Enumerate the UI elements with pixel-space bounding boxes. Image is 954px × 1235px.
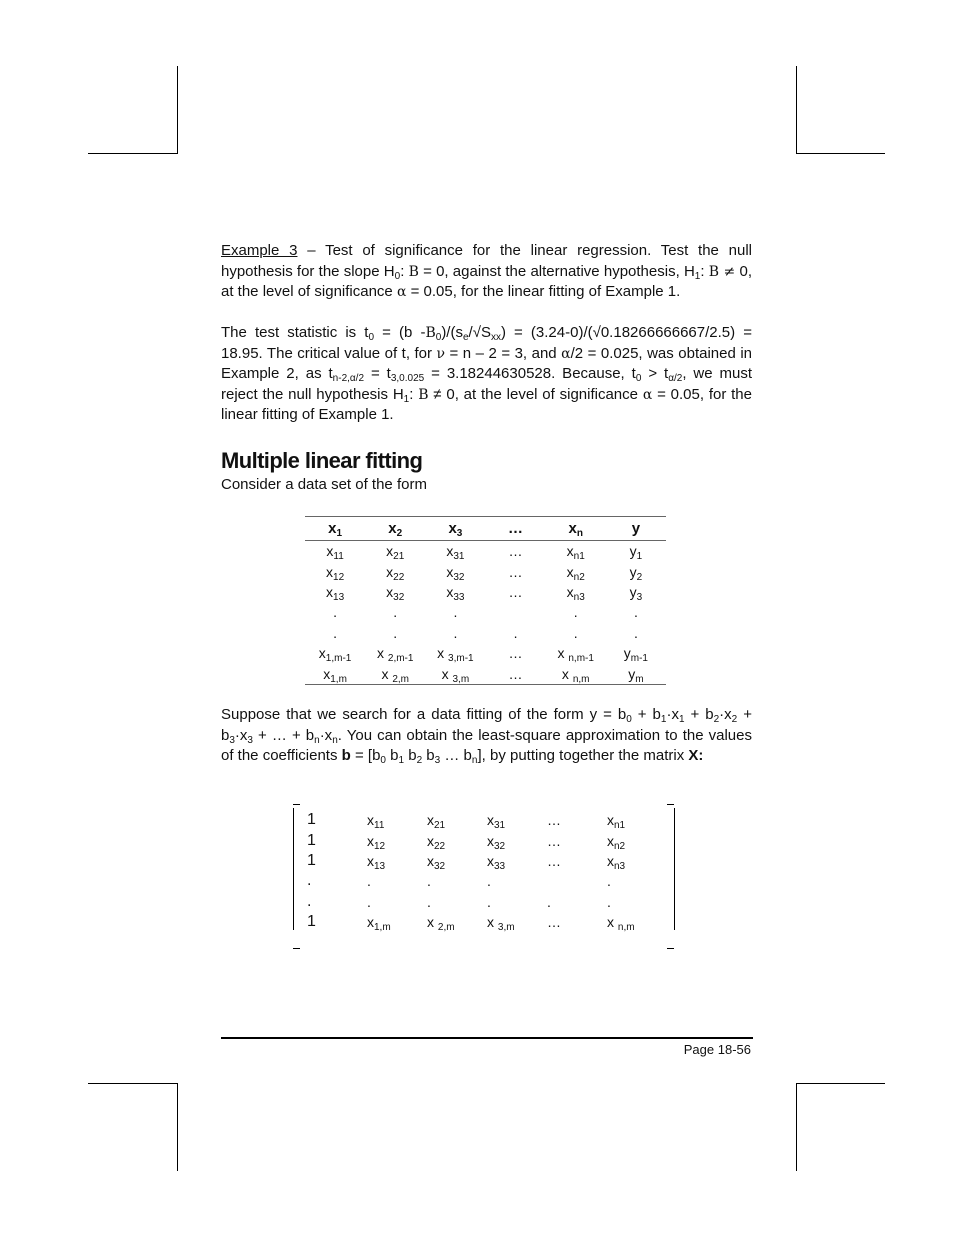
matrix-bracket-right <box>674 808 675 930</box>
text-run: 0, at the level of significance <box>221 262 752 300</box>
column-header: $x_3$ <box>425 517 485 541</box>
text-run: + … + b <box>252 726 315 744</box>
text-run: = (b - <box>374 324 426 341</box>
text-run: ·x <box>666 706 679 723</box>
text-run: : <box>700 262 709 280</box>
table-cell: $x_{n3}$ <box>566 583 585 603</box>
subscript: 2 <box>731 714 738 725</box>
text-run: = 0.05, for the linear fitting of Example 1. <box>406 283 681 300</box>
greek-symbol: Β <box>418 386 429 403</box>
crop-mark <box>796 66 797 154</box>
crop-mark <box>796 153 885 154</box>
matrix-cell: x $_{n,m}$ <box>607 914 635 934</box>
footer-rule <box>221 1037 753 1039</box>
table-cell: . <box>333 604 338 621</box>
subscript: α/2 <box>668 373 683 384</box>
matrix-cell: $x_{12}$ <box>367 832 386 852</box>
table-row <box>305 643 666 663</box>
matrix-cell: . <box>547 893 551 910</box>
text-run: = 3.18244630528. Because, t <box>424 365 636 382</box>
crop-mark <box>796 1083 797 1171</box>
table-cell: . <box>333 624 338 641</box>
text-run: – Test of significance for the linear regression. Test the null hypothesis for the slope H <box>221 242 752 280</box>
crop-mark <box>177 66 178 154</box>
matrix-bracket-left <box>293 808 294 930</box>
matrix-cell: 1 <box>307 811 316 829</box>
matrix-cell: . <box>307 892 312 910</box>
matrix-cell: 1 <box>307 913 316 931</box>
table-cell: . <box>453 624 458 641</box>
table-row <box>305 582 666 602</box>
table-row <box>305 541 666 562</box>
matrix-cell: $x_{n2}$ <box>607 832 626 852</box>
text-run: The test statistic is t <box>221 324 369 341</box>
matrix-bracket-right <box>667 804 674 805</box>
subscript: n <box>471 755 478 766</box>
table-cell: x $_{2,m-1}$ <box>377 645 414 665</box>
table-cell: $x_{n1}$ <box>566 543 585 563</box>
table-cell: $x_{n2}$ <box>566 563 585 583</box>
matrix-cell: . <box>607 893 611 910</box>
crop-mark <box>796 1083 885 1084</box>
fitting-paragraph <box>221 705 752 767</box>
matrix-bracket-left <box>293 804 300 805</box>
text-run: /2 = 0.025, was obtained in Example 2, as t <box>221 344 752 382</box>
matrix-cell: . <box>487 893 491 910</box>
matrix-cell <box>547 871 607 891</box>
matrix-cell: $x_{13}$ <box>367 852 386 872</box>
matrix-bracket-right <box>667 948 674 949</box>
table-cell: $x_{32}$ <box>446 563 465 583</box>
matrix-cell: . <box>607 873 611 890</box>
matrix-cell: . <box>367 873 371 890</box>
table-header-row <box>305 517 666 541</box>
table-cell: . <box>393 604 398 621</box>
text-run: ≠ 0, at the level of significance <box>428 385 643 403</box>
table-cell: . <box>453 604 458 621</box>
subscript: 1 <box>398 755 405 766</box>
text-run: . You can obtain the least-square approximation to the values of the coefficients <box>221 726 752 764</box>
text-run: ) = (3.24-0)/(√ <box>500 324 601 341</box>
subscript: 0 <box>380 755 386 766</box>
subscript: 0 <box>435 332 442 343</box>
text-run: ·x <box>234 726 248 744</box>
table-cell: . <box>633 624 638 641</box>
table-cell: x $_{3,m}$ <box>425 663 485 684</box>
matrix-cell: … <box>547 812 561 829</box>
column-header: … <box>485 517 545 541</box>
table-cell: $x_{31}$ <box>446 543 465 563</box>
greek-symbol: Β <box>425 325 436 341</box>
intro-text: Consider a data set of the form <box>221 476 427 493</box>
matrix-cell: $x_{n1}$ <box>607 812 626 832</box>
crop-mark <box>177 1083 178 1171</box>
matrix-cell: x $_{3,m}$ <box>487 914 515 934</box>
greek-symbol: Β ≠ <box>708 263 736 280</box>
table-cell: $x_{32}$ <box>386 583 405 603</box>
table-cell: … <box>508 645 523 662</box>
greek-symbol: Β <box>408 263 419 280</box>
table-cell: $y_2$ <box>629 563 643 583</box>
text-run: ·x <box>319 726 333 744</box>
design-matrix <box>305 810 667 932</box>
table-row <box>305 663 666 684</box>
table-row <box>305 623 666 643</box>
subscript: 3,0.025 <box>390 373 425 384</box>
subscript: 2 <box>713 714 720 725</box>
subscript: 3 <box>229 734 235 746</box>
section-heading: Multiple linear fitting <box>221 448 423 473</box>
matrix-cell: $x_{n3}$ <box>607 852 626 872</box>
matrix-cell: . <box>367 893 371 910</box>
table-cell: $x_{21}$ <box>386 543 405 563</box>
subscript: e <box>462 332 469 343</box>
matrix-cell: $x_{21}$ <box>427 812 446 832</box>
table-cell: $x_{1,m}$ <box>305 663 365 684</box>
text-run: = n – 2 = 3, and <box>445 344 562 362</box>
matrix-cell: 1 <box>307 831 316 849</box>
page-number: Page 18-56 <box>683 1042 751 1057</box>
text-run: … b <box>440 747 472 764</box>
matrix-cell: $x_{32}$ <box>487 832 506 852</box>
matrix-cell: … <box>547 832 561 849</box>
table-row <box>305 561 666 581</box>
greek-symbol: α <box>561 345 571 362</box>
matrix-bracket-left <box>293 948 300 949</box>
table-cell: $y_3$ <box>629 583 643 603</box>
table-cell: x $_{n,m}$ <box>546 663 606 684</box>
text-run: , we must reject the null hypothesis H <box>221 365 753 403</box>
subscript: 0 <box>368 332 375 343</box>
bold-symbol: b <box>341 747 351 764</box>
matrix-row <box>305 912 667 932</box>
bold-symbol: X: <box>688 747 704 764</box>
table-cell: … <box>508 543 523 560</box>
example-paragraph <box>221 241 752 303</box>
matrix-cell: $x_{1,m}$ <box>367 914 391 934</box>
matrix-cell: . <box>487 873 491 890</box>
matrix-cell: $x_{32}$ <box>427 852 446 872</box>
matrix-cell: $x_{22}$ <box>427 832 446 852</box>
table-cell: $x_{11}$ <box>326 543 344 563</box>
text-run: 0.18266666667/2.5) = 18.95. The critical value of t, for <box>221 324 752 362</box>
subscript: 1 <box>678 714 685 725</box>
data-set-table <box>305 516 666 685</box>
table-cell <box>485 602 545 622</box>
text-run: b <box>385 747 399 764</box>
text-run: b <box>404 747 417 764</box>
matrix-cell: $x_{11}$ <box>367 812 385 832</box>
table-cell: $x_{12}$ <box>326 563 345 583</box>
crop-mark <box>88 153 177 154</box>
matrix-row <box>305 871 667 891</box>
text-run: : <box>409 385 419 403</box>
matrix-cell: … <box>547 852 561 869</box>
text-run: > t <box>641 365 669 382</box>
subscript: 1 <box>660 714 667 725</box>
text-run: = t <box>364 365 391 382</box>
matrix-cell: . <box>427 873 431 890</box>
subscript: xx <box>490 332 501 343</box>
subscript: 0 <box>635 373 642 384</box>
table-cell: . <box>393 624 398 641</box>
table-cell: x $_{n,m-1}$ <box>557 645 594 665</box>
matrix-row <box>305 851 667 871</box>
text-run: )/(s <box>441 324 463 341</box>
matrix-row <box>305 830 667 850</box>
subscript: 1 <box>694 270 701 282</box>
table-cell: . <box>573 604 578 621</box>
table-cell: $y_{m-1}$ <box>623 645 648 665</box>
matrix-cell: … <box>547 914 561 931</box>
text-run: b <box>422 747 435 764</box>
test-statistic-paragraph <box>221 323 752 426</box>
matrix-row <box>305 892 667 912</box>
table-cell: . <box>573 624 578 641</box>
matrix-row <box>305 810 667 830</box>
greek-symbol: ν <box>436 345 446 362</box>
subscript: 1 <box>403 393 410 405</box>
text-run: = [b <box>350 747 381 764</box>
table-row <box>305 602 666 622</box>
table-cell: … <box>508 563 523 580</box>
subscript: n <box>332 734 338 746</box>
subscript: 3 <box>434 755 441 766</box>
table-cell: $x_{22}$ <box>386 563 405 583</box>
table-cell: $x_{13}$ <box>326 583 345 603</box>
subscript: n <box>314 734 320 746</box>
text-run: : <box>400 262 409 280</box>
subscript: 2 <box>416 755 423 766</box>
text-run: Suppose that we search for a data fitting of the form y = b <box>221 706 627 723</box>
crop-mark <box>88 1083 177 1084</box>
greek-symbol: α <box>642 386 653 403</box>
matrix-cell: . <box>307 872 312 890</box>
matrix-cell: x $_{2,m}$ <box>427 914 455 934</box>
table-cell: . <box>513 624 518 641</box>
subscript: 0 <box>394 270 401 282</box>
subscript: 3 <box>247 734 253 746</box>
text-run: = 0, against the alternative hypothesis, H <box>418 262 695 280</box>
table-cell: $x_{1,m-1}$ <box>318 645 352 665</box>
example-label: Example 3 <box>221 242 298 259</box>
text-run: = 0.05, for the linear fitting of Example 1. <box>221 385 752 423</box>
table-cell: $x_{33}$ <box>446 583 465 603</box>
matrix-cell: . <box>427 893 431 910</box>
text-run: ], by putting together the matrix <box>477 747 689 764</box>
text-run: + b <box>631 706 661 723</box>
text-run: + b <box>221 706 752 744</box>
greek-symbol: α <box>396 284 407 300</box>
subscript: 0 <box>626 714 632 725</box>
table-cell: x $_{2,m}$ <box>365 663 425 684</box>
table-cell: . <box>633 604 638 621</box>
matrix-cell: $x_{31}$ <box>487 812 506 832</box>
column-header: $x_2$ <box>365 517 425 541</box>
table-cell: x $_{3,m-1}$ <box>437 645 474 665</box>
text-run: /√S <box>468 324 491 341</box>
matrix-cell: 1 <box>307 851 316 869</box>
table-cell: $y_m$ <box>606 663 666 684</box>
matrix-cell: $x_{33}$ <box>487 852 506 872</box>
column-header: $x_1$ <box>305 517 365 541</box>
table-cell: $y_1$ <box>629 543 643 563</box>
table-cell: … <box>508 583 523 600</box>
table-cell: … <box>485 663 545 684</box>
subscript: n-2,α/2 <box>332 373 365 384</box>
text-run: + b <box>684 706 714 723</box>
column-header: y <box>606 517 666 541</box>
text-run: ·x <box>719 706 732 723</box>
column-header: $x_n$ <box>546 517 606 541</box>
